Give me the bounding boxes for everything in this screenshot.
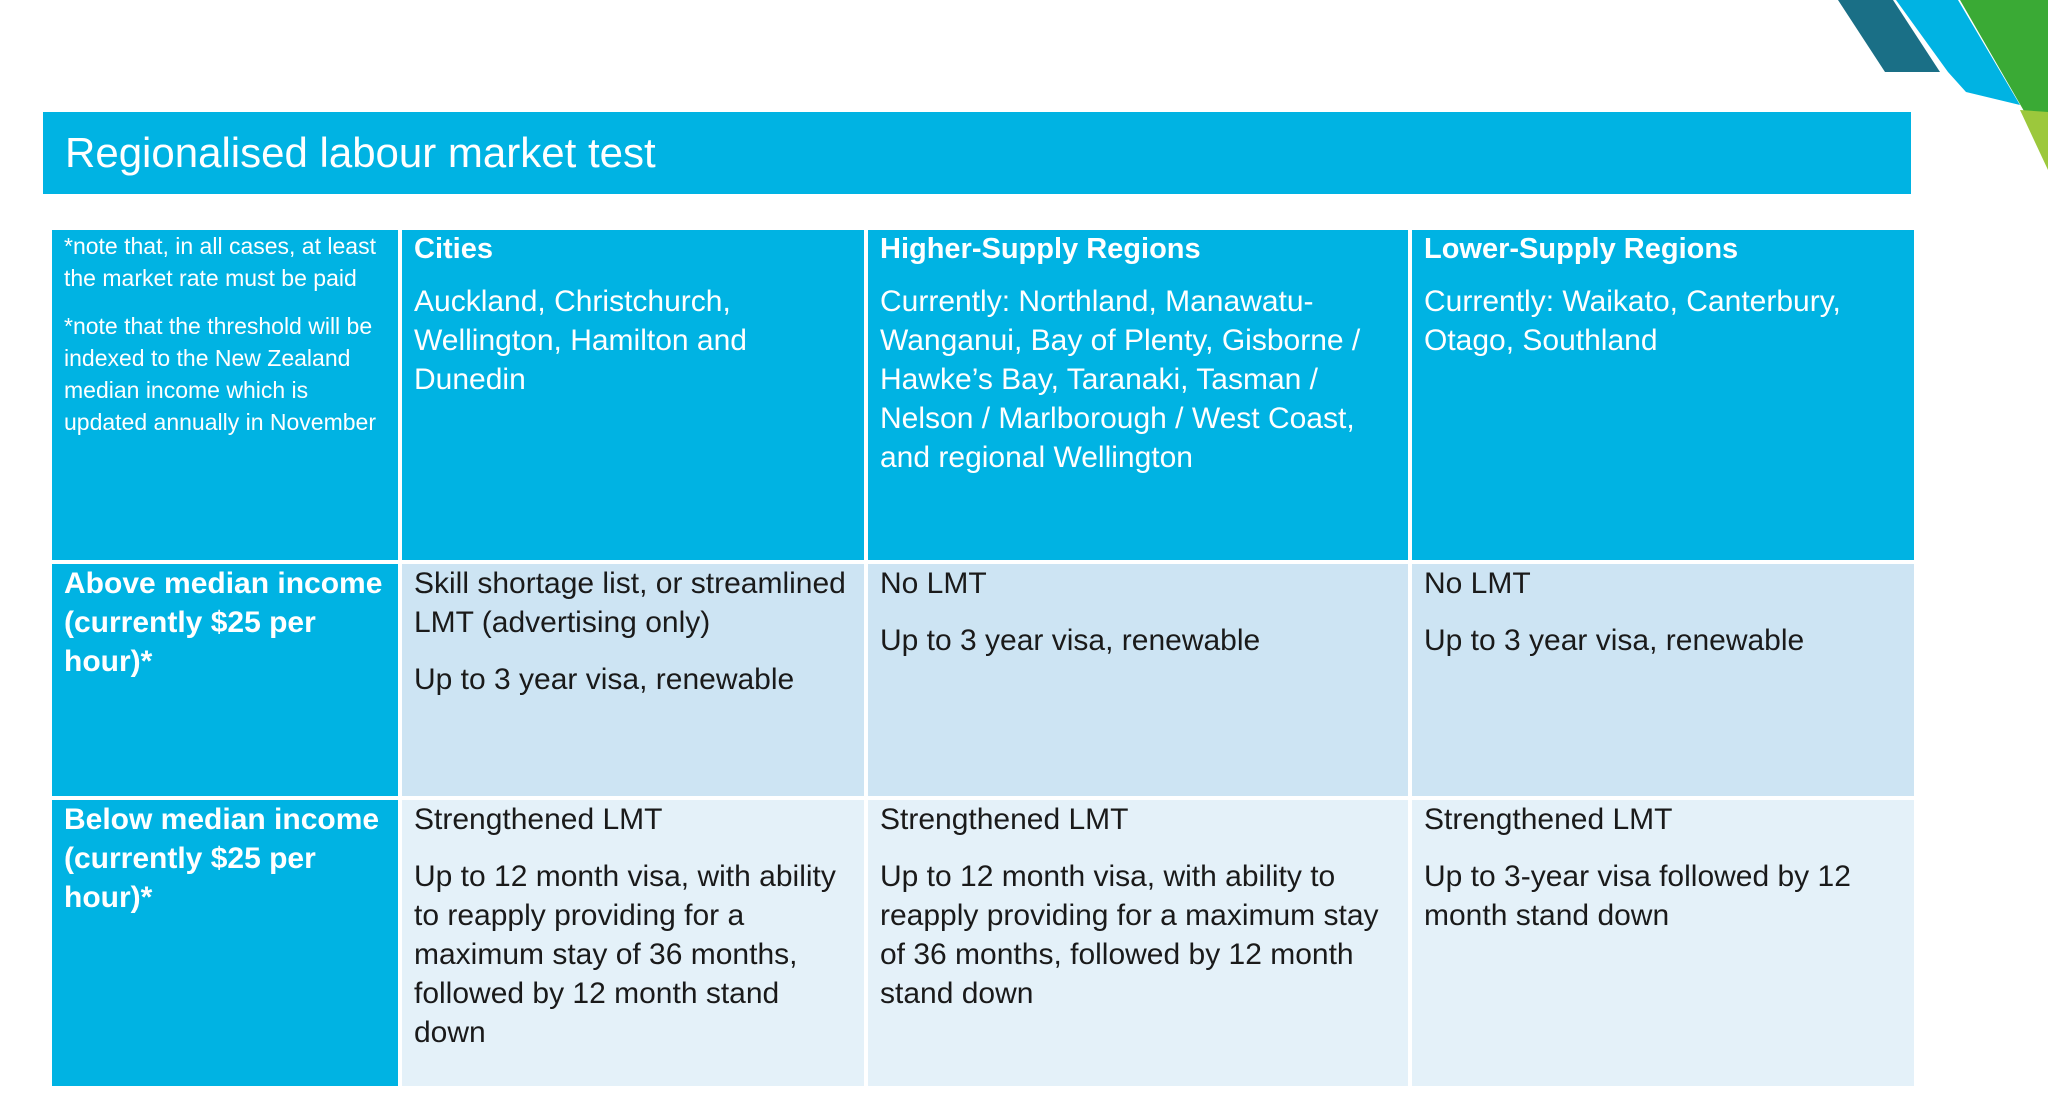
note-threshold-indexed: *note that the threshold will be indexed to the New Zealand median income which is updated annually in November	[64, 313, 376, 435]
column-header-higher-supply	[868, 230, 1408, 560]
lmt-requirement: Strengthened LMT	[1424, 803, 1673, 836]
title-bar	[43, 112, 1911, 194]
labour-market-table	[52, 230, 1914, 1086]
lmt-requirement: Skill shortage list, or streamlined LMT (advertising only)	[414, 567, 846, 639]
row-header-below-median	[52, 800, 398, 1086]
row-header-above-median	[52, 564, 398, 796]
table-cell	[868, 564, 1408, 796]
table-cell	[402, 800, 864, 1086]
visa-terms: Up to 3 year visa, renewable	[880, 624, 1261, 657]
row-label: Above median income (currently $25 per hour)*	[64, 567, 383, 678]
table-cell	[402, 564, 864, 796]
visa-terms: Up to 12 month visa, with ability to reapply providing for a maximum stay of 36 months, followed by 12 month stand down	[414, 860, 836, 1049]
table-cell	[1412, 564, 1914, 796]
lmt-requirement: No LMT	[880, 567, 987, 600]
lmt-requirement: No LMT	[1424, 567, 1531, 600]
visa-terms: Up to 3-year visa followed by 12 month stand down	[1424, 860, 1851, 932]
visa-terms: Up to 3 year visa, renewable	[1424, 624, 1805, 657]
page-title: Regionalised labour market test	[65, 129, 656, 176]
notes-cell	[52, 230, 398, 560]
column-header-lower-supply	[1412, 230, 1914, 560]
column-regions: Currently: Northland, Manawatu-Wanganui, Bay of Plenty, Gisborne / Hawke’s Bay, Taranaki, Tasman / Nelson / Marlborough / West Coast, and regional Wellington	[880, 285, 1361, 474]
column-heading: Lower-Supply Regions	[1424, 233, 1739, 265]
column-regions: Currently: Waikato, Canterbury, Otago, Southland	[1424, 285, 1841, 357]
table-cell	[1412, 800, 1914, 1086]
column-heading: Higher-Supply Regions	[880, 233, 1201, 265]
note-market-rate: *note that, in all cases, at least the market rate must be paid	[64, 233, 376, 291]
lmt-requirement: Strengthened LMT	[414, 803, 663, 836]
column-heading: Cities	[414, 233, 493, 265]
column-header-cities	[402, 230, 864, 560]
corner-stripe-lime	[2020, 110, 2048, 170]
column-regions: Auckland, Christchurch, Wellington, Hamilton and Dunedin	[414, 285, 747, 396]
table-cell	[868, 800, 1408, 1086]
row-label: Below median income (currently $25 per hour)*	[64, 803, 380, 914]
visa-terms: Up to 12 month visa, with ability to reapply providing for a maximum stay of 36 months, followed by 12 month stand down	[880, 860, 1379, 1010]
visa-terms: Up to 3 year visa, renewable	[414, 663, 795, 696]
lmt-requirement: Strengthened LMT	[880, 803, 1129, 836]
